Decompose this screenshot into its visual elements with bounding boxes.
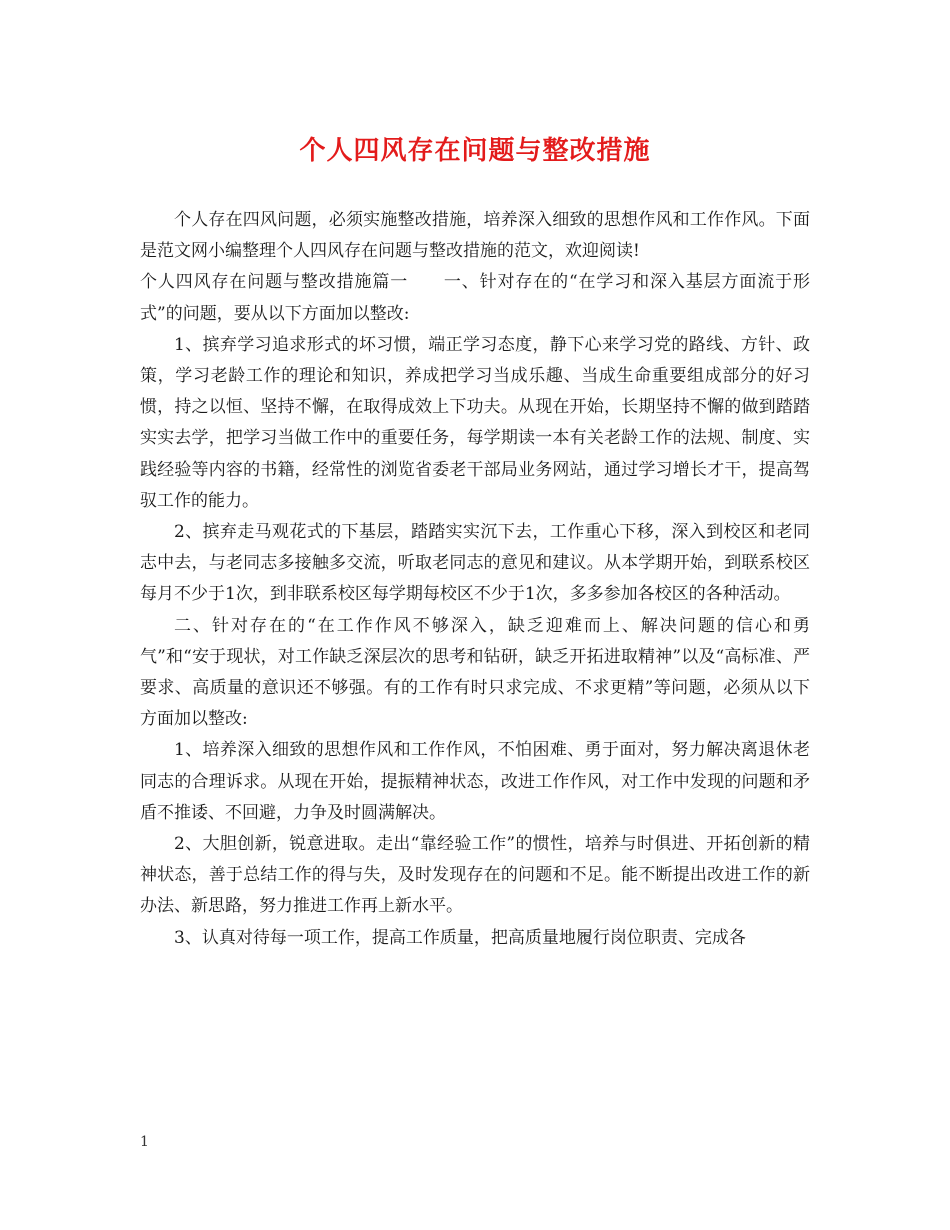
paragraph-item: 2、大胆创新，锐意进取。走出“靠经验工作”的惯性，培养与时俱进、开拓创新的精神状态，善于总结工作的得与失，及时发现存在的问题和不足。能不断提出改进工作的新办法、新思路，努力推进工作再上新水平。 [140, 834, 810, 917]
document-title: 个人四风存在问题与整改措施 [299, 136, 651, 166]
paragraph-intro: 个人存在四风问题，必须实施整改措施，培养深入细致的思想作风和工作作风。下面是范文网小编整理个人四风存在问题与整改措施的范文，欢迎阅读! [140, 210, 810, 262]
document-body [140, 205, 810, 954]
paragraph-section-heading: 个人四风存在问题与整改措施篇一 一、针对存在的“在学习和深入基层方面流于形式”的问题，要从以下方面加以整改: [140, 272, 810, 324]
paragraph-section: 二、针对存在的“在工作作风不够深入，缺乏迎难而上、解决问题的信心和勇气”和“安于现状，对工作缺乏深层次的思考和钻研，缺乏开拓进取精神”以及“高标准、严要求、高质量的意识还不够强。有的工作有时只求完成、不求更精”等问题，必须从以下方面加以整改: [140, 615, 810, 730]
paragraph-item: 1、摈弃学习追求形式的坏习惯，端正学习态度，静下心来学习党的路线、方针、政策，学习老龄工作的理论和知识，养成把学习当成乐趣、当成生命重要组成部分的好习惯，持之以恒、坚持不懈，在取得成效上下功夫。从现在开始，长期坚持不懈的做到踏踏实实去学，把学习当做工作中的重要任务，每学期读一本有关老龄工作的法规、制度、实践经验等内容的书籍，经常性的浏览省委老干部局业务网站，通过学习增长才干，提高驾驭工作的能力。 [140, 334, 810, 511]
paragraph-item: 1、培养深入细致的思想作风和工作作风，不怕困难、勇于面对，努力解决离退休老同志的合理诉求。从现在开始，提振精神状态，改进工作作风，对工作中发现的问题和矛盾不推诿、不回避，力争及时圆满解决。 [140, 740, 810, 823]
page-number: 1 [140, 1134, 149, 1150]
paragraph-item: 2、摈弃走马观花式的下基层，踏踏实实沉下去，工作重心下移，深入到校区和老同志中去，与老同志多接触多交流，听取老同志的意见和建议。从本学期开始，到联系校区每月不少于1次，到非联系校区每学期每校区不少于1次，多多参加各校区的各种活动。 [140, 522, 810, 605]
paragraph-item: 3、认真对待每一项工作，提高工作质量，把高质量地履行岗位职责、完成各 [174, 927, 746, 948]
